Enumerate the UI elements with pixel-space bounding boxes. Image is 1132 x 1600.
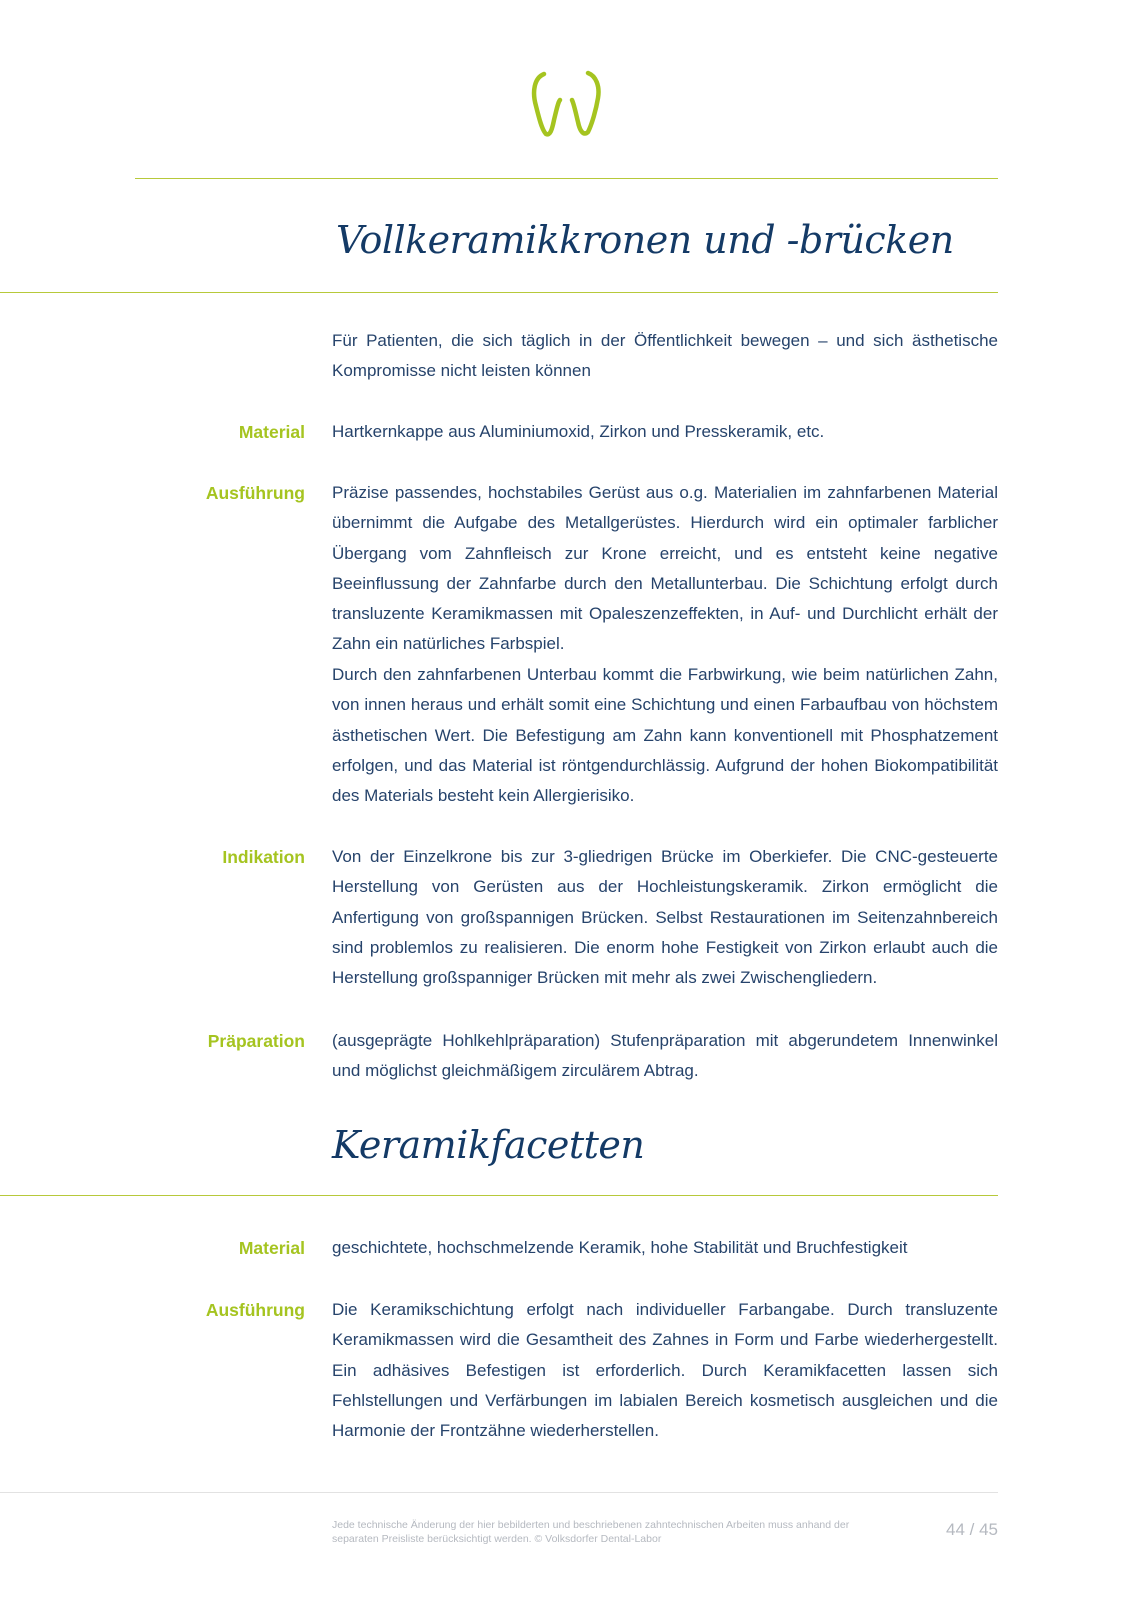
section-title-keramikfacetten: Keramikfacetten (332, 1123, 645, 1167)
facetten-material-text: geschichtete, hochschmelzende Keramik, hohe Stabilität und Bruchfestigkeit (332, 1238, 908, 1257)
tooth-icon (530, 68, 602, 138)
material-text: Hartkernkappe aus Aluminiumoxid, Zirkon und Presskeramik, etc. (332, 422, 825, 441)
facetten-material-label: Material (238, 1238, 305, 1258)
title-divider (0, 292, 998, 293)
ausfuehrung-text-1: Präzise passendes, hochstabiles Gerüst aus o.g. Materialien im zahnfarbenen Material übernimmt die Aufgabe des Metallgerüstes. Hierdurch wird ein optimaler farblicher Übergang vom Zahnfleisch zur Krone erreicht, und es entsteht keine negative Beeinflussung der Zahnfarbe durch den Metallunterbau. Die Schichtung erfolgt durch transluzente Keramikmassen mit Opaleszenzeffekten, in Auf- und Durchlicht erhält der Zahn ein natürliches Farbspiel. (332, 483, 998, 654)
praeparation-label: Präparation (207, 1031, 305, 1051)
ausfuehrung-label: Ausführung (205, 483, 305, 503)
footer-divider (0, 1492, 998, 1493)
facetten-ausfuehrung-text: Die Keramikschichtung erfolgt nach individueller Farbangabe. Durch transluzente Keramikmassen wird die Gesamtheit des Zahnes in Form und Farbe wiederhergestellt. Ein adhäsives Befestigen ist erforderlich. Durch Keramikfacetten lassen sich Fehlstellungen und Verfärbungen im labialen Bereich kosmetisch ausgleichen und die Harmonie der Frontzähne wiederherstellen. (332, 1300, 998, 1441)
footer-disclaimer: Jede technische Änderung der hier bebilderten und beschriebenen zahntechnischen Arbeiten muss anhand der separaten Preisliste berücksichtigt werden. © Volksdorfer Dental-Labor (332, 1519, 850, 1545)
top-divider (135, 178, 998, 179)
page-number: 44 / 45 (946, 1520, 998, 1539)
facetten-ausfuehrung-label: Ausführung (205, 1300, 305, 1320)
indikation-label: Indikation (222, 847, 305, 867)
intro-text: Für Patienten, die sich täglich in der Öffentlichkeit bewegen – und sich ästhetische Kompromisse nicht leisten können (332, 331, 998, 381)
section-title-vollkeramik: Vollkeramikkronen und -brücken (336, 218, 954, 262)
praeparation-text: (ausgeprägte Hohlkehlpräparation) Stufenpräparation mit abgerundetem Innenwinkel und möglichst gleichmäßigem zirculärem Abtrag. (332, 1031, 998, 1081)
ausfuehrung-text-2: Durch den zahnfarbenen Unterbau kommt die Farbwirkung, wie beim natürlichen Zahn, von innen heraus und erhält somit eine Schichtung und einen Farbaufbau von höchstem ästhetischen Wert. Die Befestigung am Zahn kann konventionell mit Phosphatzement erfolgen, und das Material ist röntgendurchlässig. Aufgrund der hohen Biokompatibilität des Materials besteht kein Allergierisiko. (332, 665, 998, 806)
material-label: Material (238, 422, 305, 442)
title-divider (0, 1195, 998, 1196)
indikation-text: Von der Einzelkrone bis zur 3-gliedrigen Brücke im Oberkiefer. Die CNC-gesteuerte Herstellung von Gerüsten aus der Hochleistungskeramik. Zirkon ermöglicht die Anfertigung von großspannigen Brücken. Selbst Restaurationen im Seitenzahnbereich sind problemlos zu realisieren. Die enorm hohe Festigkeit von Zirkon erlaubt auch die Herstellung großspanniger Brücken mit mehr als zwei Zwischengliedern. (332, 847, 998, 988)
